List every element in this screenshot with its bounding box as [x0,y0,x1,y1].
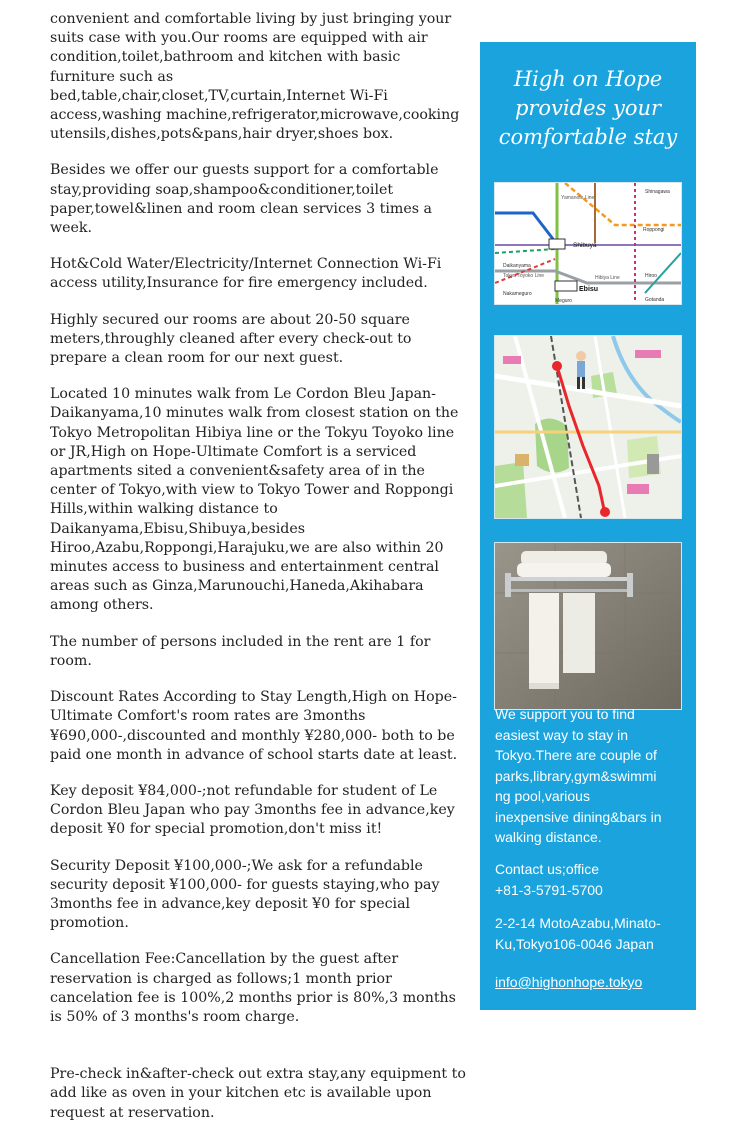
map-label: Shinagawa [645,189,670,195]
map-label: Tokyu Toyoko Line [503,273,545,279]
support-line: ng pool,various [495,788,590,804]
contact-info [495,859,690,900]
paragraph-discount: Discount Rates According to Stay Length,High on Hope-Ultimate Comfort's room rates are 3months ¥690,000-,discounted and monthly ¥280,000- both to be paid one month in advance of school starts date at least. [50,689,458,763]
address-line: Ku,Tokyo106-0046 Japan [495,935,654,952]
tagline-line: comfortable stay [498,125,678,149]
map-label: Meguro [555,298,572,304]
support-line: Tokyo.There are couple of [495,747,657,763]
email-link[interactable]: info@highonhope.tokyo [495,974,643,990]
map-label: Roppongi [643,227,665,233]
email-container [495,972,690,993]
paragraph-cancellation: Cancellation Fee:Cancellation by the guest after reservation is charged as follows;1 month prior cancelation fee is 100%,2 months prior is 80%,3 months is 50% of 3 months's room charge. [50,951,456,1025]
address-line: 2-2-14 MotoAzabu,Minato- [495,915,661,931]
paragraph-intro: convenient and comfortable living by just bringing your suits case with you.Our rooms are equipped with air condition,toilet,bathroom and kitchen with basic furniture such as bed,table,chair,closet,TV,curtain,Internet Wi-Fi access,washing machine,refrigerator,microwave,cooking utensils,dishes,pots&pans,hair dryer,shoes box. [50,11,460,143]
paragraph-rooms: Highly secured our rooms are about 20-50 square meters,throughly cleaned after every check-out to prepare a clean room for our next guest. [50,311,412,367]
paragraph-utilities: Hot&Cold Water/Electricity/Internet Connection Wi-Fi access utility,Insurance for fire emergency included. [50,256,442,292]
tagline [480,65,696,152]
map-label: Daikanyama [503,263,531,269]
map-label: Gotanda [645,297,665,303]
map-label: Hibiya Line [595,275,620,281]
paragraph-persons: The number of persons included in the rent are 1 for room. [50,633,431,669]
contact-label: Contact us;office [495,861,600,877]
tagline-line: provides your [514,96,662,120]
tagline-line: High on Hope [513,67,663,91]
paragraph-amenities: Besides we offer our guests support for a comfortable stay,providing soap,shampoo&conditioner,toilet paper,towel&linen and room clean services 3 times a week. [50,162,439,237]
paragraph-key-deposit: Key deposit ¥84,000-;not refundable for student of Le Cordon Bleu Japan who pay 3months fee in advance,key deposit ¥0 for special promotion,don't miss it! [50,782,455,838]
support-line: walking distance. [495,829,602,845]
railway-map-image [494,182,682,305]
map-label: Yamanote Line [561,195,595,201]
towel-rack-photo [494,542,682,710]
address [495,913,690,954]
paragraph-extra-stay: Pre-check in&after-check out extra stay,any equipment to add like as oven in your kitchen etc is available upon request at reservation. [50,1066,466,1121]
map-label: Ebisu [579,286,599,293]
paragraph-location: Located 10 minutes walk from Le Cordon Bleu Japan-Daikanyama,10 minutes walk from closest station on the Tokyo Metropolitan Hibiya line or the Tokyu Toyoko line or JR,High on Hope-Ultimate Comfort is a serviced apartments sited a convenient&safety area of in the center of Tokyo,with view to Tokyo Tower and Roppongi Hills,within walking distance to Daikanyama,Ebisu,Shibuya,besides Hiroo,Azabu,Roppongi,Harajuku,we are also within 20 minutes access to business and entertainment central areas such as Ginza,Marunouchi,Haneda,Akihabara among others. [50,386,459,614]
support-line: parks,library,gym&swimmi [495,767,657,784]
support-line: easiest way to stay in [495,726,629,743]
support-text [495,704,690,848]
main-content [50,10,468,1140]
phone-number[interactable]: +81-3-5791-5700 [495,881,603,898]
map-label: Shibuya [573,242,597,249]
paragraph-security-deposit: Security Deposit ¥100,000-;We ask for a refundable security deposit ¥100,000- for guests staying,who pay 3months fee in advance,key deposit ¥0 for special promotion. [50,857,440,932]
support-line: We support you to find [495,706,635,722]
area-map-image [494,335,682,519]
support-line: inexpensive dining&bars in [495,808,662,825]
map-label: Hiroo [645,273,657,279]
map-label: Nakameguro [503,291,532,297]
sidebar [480,42,696,1010]
